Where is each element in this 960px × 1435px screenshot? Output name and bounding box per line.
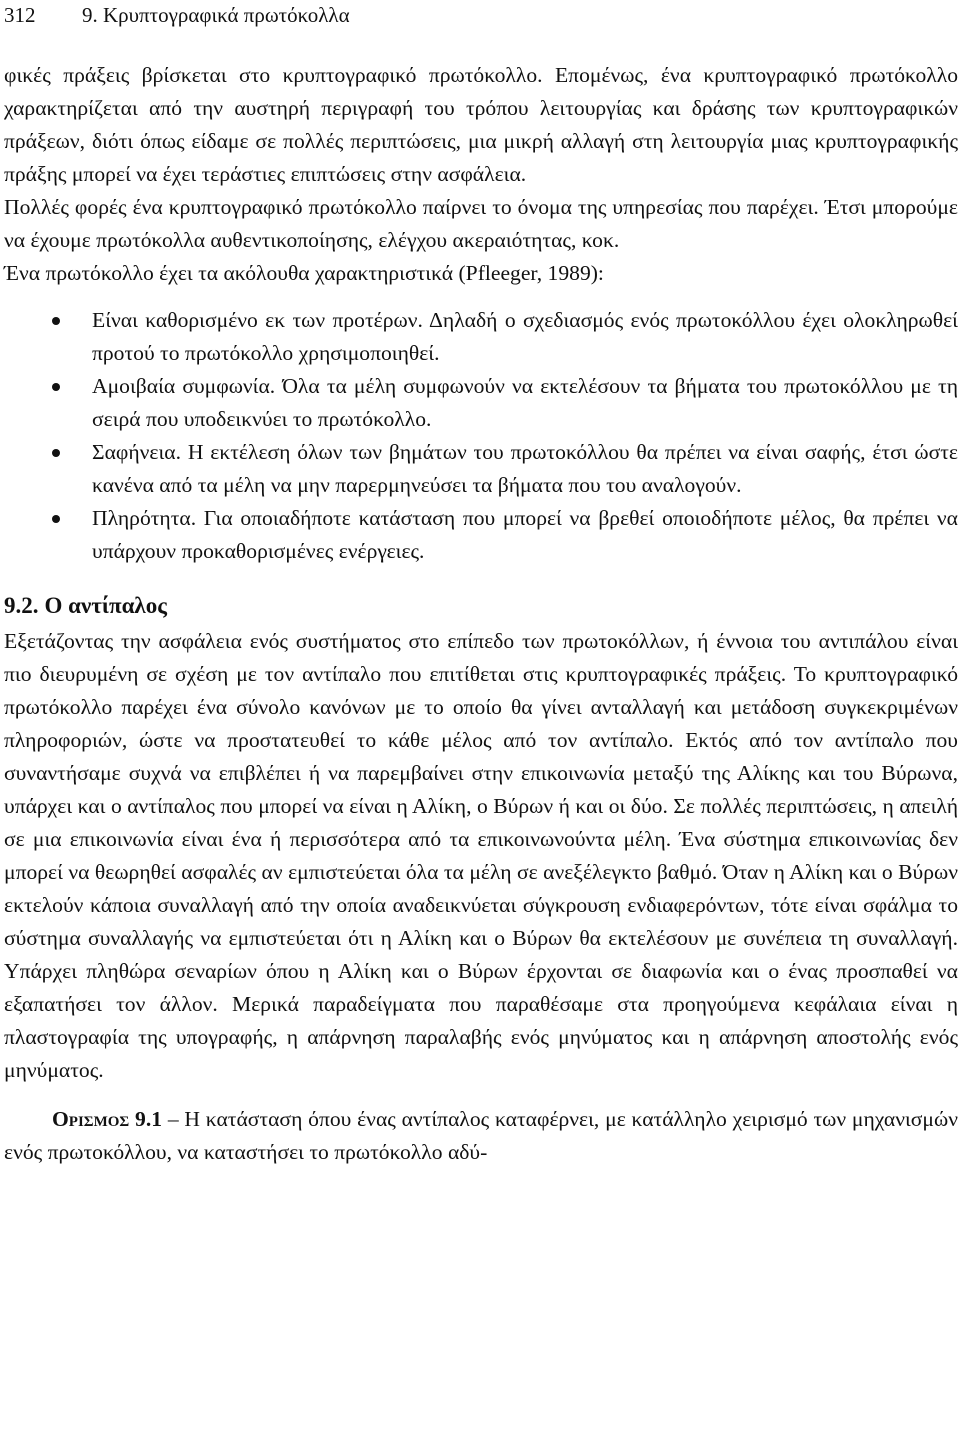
paragraph-protocol-definition: φικές πράξεις βρίσκεται στο κρυπτογραφικό πρωτόκολλο. Επομένως, ένα κρυπτογραφικό πρωτόκολλο χαρακτηρίζεται από την αυστηρή περιγραφή του τρόπου λειτουργίας και δράσης των κρυπτογραφικών πράξεων, διότι όπως είδαμε σε πολλές περιπτώσεις, μια μικρή αλλαγή στη λειτουργία μιας κρυπτογραφικής πράξης μπορεί να έχει τεράστιες επιπτώσεις στην ασφάλεια. xyxy=(4,63,958,186)
section-heading xyxy=(4,589,958,623)
definition-number: 9.1 xyxy=(135,1107,163,1131)
paragraph-adversary: Εξετάζοντας την ασφάλεια ενός συστήματος στο επίπεδο των πρωτοκόλλων, ή έννοια του αντιπάλου είναι πιο διευρυμένη σε σχέση με τον αντίπαλο που επιτίθεται στις κρυπτογραφικές πράξεις. Το κρυπτογραφικό πρωτόκολλο παρέχει ένα σύνολο κανόνων με το οποίο θα γίνει ανταλλαγή και μετάδοση συγκεκριμένων πληροφοριών, ώστε να προστατευθεί το κάθε μέλος από τον αντίπαλο. Εκτός από τον αντίπαλο που συναντήσαμε συχνά να επιβλέπει ή να παρεμβαίνει στην επικοινωνία μεταξύ της Αλίκης και του Βύρωνα, υπάρχει και ο αντίπαλος που μπορεί να είναι η Αλίκη, ο Βύρων ή και οι δύο. Σε πολλές περιπτώσεις, η απειλή σε μια επικοινωνία είναι ένα ή περισσότερα από τα επικοινωνούντα μέλη. Ένα σύστημα επικοινωνίας δεν μπορεί να θεωρηθεί ασφαλές αν εμπιστεύεται όλα τα μέλη σε ανεξέλεγκτο βαθμό. Όταν η Αλίκη και ο Βύρων εκτελούν κάποια συναλλαγή από την οποία αναδεικνύεται σύγκρουση ενδιαφερόντων, τότε είναι σφάλμα το σύστημα συναλλαγής να εμπιστεύεται ότι η Αλίκη και ο Βύρων θα εκτελέσουν με συνέπεια τη συναλλαγή. Υπάρχει πληθώρα σεναρίων όπου η Αλίκη και ο Βύρων έρχονται σε διαφωνία και ο ένας προσπαθεί να εξαπατήσει τον άλλον. Μερικά παραδείγματα που παραθέσαμε στα προηγούμενα κεφάλαια είναι η πλαστογραφία της υπογραφής, η απάρνηση παραλαβής ενός μηνύματος και η απάρνηση αποστολής ενός μηνύματος. xyxy=(4,629,958,1082)
page-number: 312 xyxy=(4,3,36,27)
list-item xyxy=(4,370,958,436)
running-header xyxy=(4,0,958,30)
bullet-icon xyxy=(52,515,60,523)
section-number: 9.2. xyxy=(4,593,39,618)
definition-label: Ορισμος xyxy=(52,1107,130,1131)
list-item xyxy=(4,502,958,568)
paragraph-characteristics-intro: Ένα πρωτόκολλο έχει τα ακόλουθα χαρακτηριστικά (Pfleeger, 1989): xyxy=(4,261,604,285)
list-item xyxy=(4,304,958,370)
characteristics-list xyxy=(4,304,958,568)
list-item-text: Πληρότητα. Για οποιαδήποτε κατάσταση που μπορεί να βρεθεί οποιοδήποτε μέλος, θα πρέπει να υπάρχουν προκαθορισμένες ενέργειες. xyxy=(92,506,958,563)
list-item-text: Σαφήνεια. Η εκτέλεση όλων των βημάτων του πρωτοκόλλου θα πρέπει να είναι σαφής, έτσι ώστε κανένα από τα μέλη να μην παρερμηνεύσει τα βήματα που του αναλογούν. xyxy=(92,440,958,497)
definition-block xyxy=(4,1103,958,1169)
document-page xyxy=(4,0,958,1169)
bullet-icon xyxy=(52,317,60,325)
bullet-icon xyxy=(52,449,60,457)
chapter-title: 9. Κρυπτογραφικά πρωτόκολλα xyxy=(82,3,350,27)
list-item-text: Αμοιβαία συμφωνία. Όλα τα μέλη συμφωνούν να εκτελέσουν τα βήματα του πρωτοκόλλου με τη σειρά που υποδεικνύει το πρωτόκολλο. xyxy=(92,374,958,431)
paragraph-service-naming: Πολλές φορές ένα κρυπτογραφικό πρωτόκολλο παίρνει το όνομα της υπηρεσίας που παρέχει. Έτσι μπορούμε να έχουμε πρωτόκολλα αυθεντικοποίησης, ελέγχου ακεραιότητας, κοκ. xyxy=(4,195,958,252)
section-title: Ο αντίπαλος xyxy=(44,593,167,618)
definition-text: – Η κατάσταση όπου ένας αντίπαλος καταφέρνει, με κατάλληλο χειρισμό των μηχανισμών ενός πρωτοκόλλου, να καταστήσει το πρωτόκολλο αδύ- xyxy=(4,1107,958,1164)
list-item xyxy=(4,436,958,502)
bullet-icon xyxy=(52,383,60,391)
list-item-text: Είναι καθορισμένο εκ των προτέρων. Δηλαδή ο σχεδιασμός ενός πρωτοκόλλου έχει ολοκληρωθεί προτού το πρωτόκολλο χρησιμοποιηθεί. xyxy=(92,308,958,365)
